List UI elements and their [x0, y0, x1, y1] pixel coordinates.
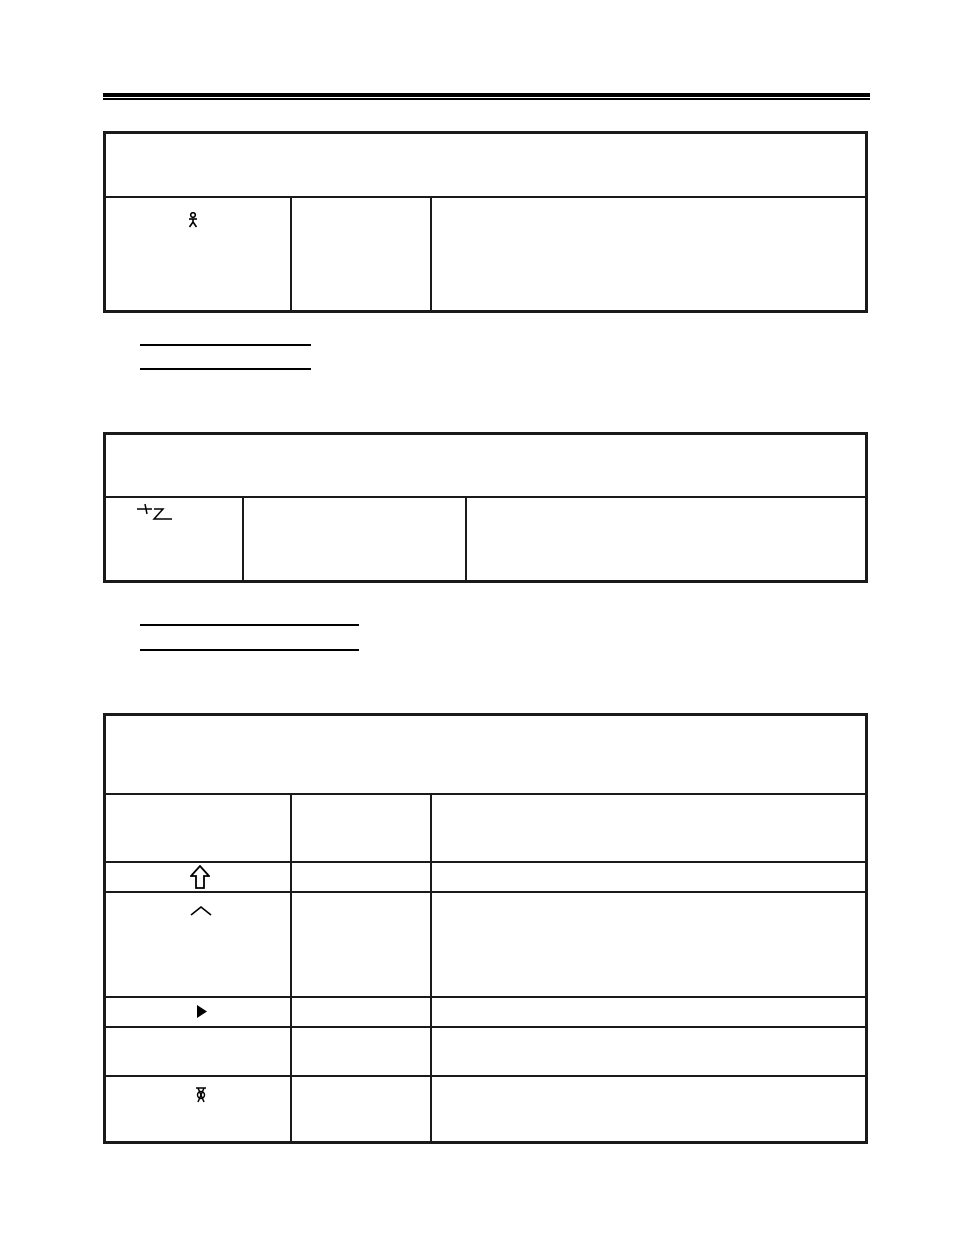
table-row	[106, 861, 865, 891]
caret-icon	[190, 905, 212, 917]
table-3-header	[106, 716, 865, 793]
shift-arrow-icon	[190, 865, 210, 889]
table-1-header	[106, 134, 865, 196]
table-2-col-divider-1	[242, 496, 244, 580]
underline-2a	[140, 624, 359, 626]
table-1-col-divider-2	[430, 196, 432, 310]
table-row	[106, 996, 865, 1026]
table-1	[103, 131, 868, 313]
table-2-row	[106, 496, 865, 580]
table-2	[103, 432, 868, 583]
table-1-row	[106, 196, 865, 310]
play-triangle-icon	[197, 1005, 207, 1018]
table-2-header	[106, 435, 865, 496]
figure-icon	[188, 212, 198, 228]
table-row	[106, 891, 865, 996]
hook-z-icon	[136, 503, 176, 521]
table-3	[103, 713, 868, 1144]
hourglass-icon	[195, 1087, 207, 1103]
header-rule-thick	[103, 93, 870, 97]
table-3-col-divider-2	[430, 793, 432, 1141]
table-2-col-divider-2	[465, 496, 467, 580]
underline-1b	[140, 368, 311, 370]
underline-2b	[140, 649, 359, 651]
table-row	[106, 793, 865, 861]
table-row	[106, 1075, 865, 1141]
header-rule-thin	[103, 98, 870, 100]
table-row	[106, 1026, 865, 1075]
table-1-col-divider-1	[290, 196, 292, 310]
underline-1a	[140, 344, 311, 346]
table-3-col-divider-1	[290, 793, 292, 1141]
